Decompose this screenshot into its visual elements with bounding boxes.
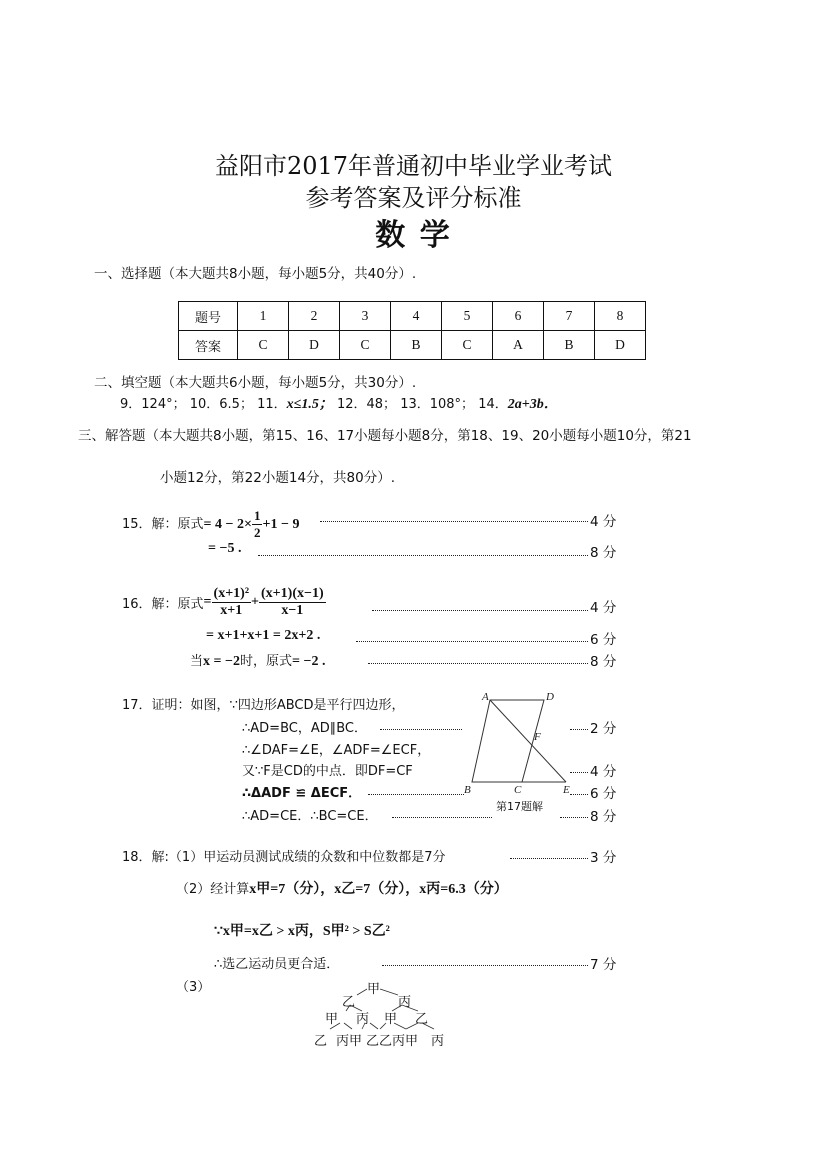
q17-score-1: 2 分 <box>590 721 617 737</box>
table-cell: B <box>544 331 595 360</box>
dot-leader <box>356 641 588 642</box>
table-cell: 4 <box>391 302 442 331</box>
tree-node-l3: 乙 <box>314 1034 328 1049</box>
q15-line1 <box>122 508 299 541</box>
section3-heading: 三、解答题（本大题共8小题，第15、16、17小题每小题8分，第18、19、20小题每小题10分，第21 <box>78 428 692 444</box>
document-subtitle: 参考答案及评分标准 <box>305 184 522 212</box>
answer-table <box>178 301 646 360</box>
section3-heading-cont: 小题12分，第22小题14分，共80分）. <box>160 470 396 486</box>
q16-score-2: 6 分 <box>590 632 617 648</box>
q16-step2: = x+1+x+1 = 2x+2 . <box>206 628 321 643</box>
tree-node-l1: 乙 <box>342 995 356 1010</box>
tree-node-l3: 乙乙丙甲 <box>366 1034 419 1049</box>
q15-fraction <box>252 508 263 541</box>
dot-leader <box>510 858 588 859</box>
q18-mean-jia: x甲=7（分）， <box>249 882 335 897</box>
q17-score-2: 4 分 <box>590 764 617 780</box>
fraction-denominator: 2 <box>253 525 261 540</box>
q15-label: 15．解：原式 <box>122 517 204 532</box>
table-cell: C <box>340 331 391 360</box>
table-row-label: 答案 <box>179 331 238 360</box>
label-f: F <box>534 731 541 743</box>
fill-answers <box>120 393 558 413</box>
label-e: E <box>563 784 570 796</box>
q18-line2-prefix: （2）经计算 <box>176 882 250 897</box>
answer-10: 10．6.5； <box>189 397 253 412</box>
table-cell: C <box>238 331 289 360</box>
q16-fraction-2 <box>259 586 326 619</box>
q16-step3-d: = −2 . <box>292 654 326 669</box>
dot-leader <box>560 817 588 818</box>
q16-plus: + <box>251 594 260 610</box>
table-cell: B <box>391 331 442 360</box>
table-row <box>179 302 646 331</box>
dot-leader <box>258 555 588 556</box>
tree-node-l2: 甲 <box>384 1012 398 1027</box>
label-b: B <box>464 784 471 796</box>
fraction-numerator: (x+1)(x−1) <box>261 586 324 601</box>
dot-leader <box>382 965 588 966</box>
answer-12: 12．48； <box>336 397 397 412</box>
fraction-denominator: x+1 <box>220 603 243 618</box>
table-row <box>179 331 646 360</box>
table-cell: 1 <box>238 302 289 331</box>
table-cell: D <box>595 331 646 360</box>
q16-fraction-1 <box>212 586 252 619</box>
q18-part3: （3） <box>176 980 211 995</box>
q18-line2 <box>176 878 508 898</box>
q16-eq: = <box>203 594 212 610</box>
q16-score-3: 8 分 <box>590 654 617 670</box>
table-cell: 8 <box>595 302 646 331</box>
q17-score-4: 8 分 <box>590 809 617 825</box>
table-cell: 2 <box>289 302 340 331</box>
tree-root: 甲 <box>367 982 381 997</box>
q15-score-2: 8 分 <box>590 545 617 561</box>
line-ae <box>490 700 566 782</box>
section1-heading: 一、选择题（本大题共8小题，每小题5分，共40分）. <box>94 266 417 282</box>
tree-node-l2: 甲 <box>325 1012 339 1027</box>
dot-leader <box>392 817 492 818</box>
tree-node-l2: 乙 <box>415 1012 429 1027</box>
q17-line6: ∴AD=CE．∴BC=CE． <box>242 809 378 824</box>
table-row-label: 题号 <box>179 302 238 331</box>
q16-step3-c: 时，原式 <box>239 654 292 669</box>
table-cell: C <box>442 331 493 360</box>
document-title: 益阳市2017年普通初中毕业学业考试 <box>214 152 613 180</box>
q16-step3-b: x = −2 <box>203 654 240 669</box>
label-c: C <box>514 784 522 796</box>
table-cell: 5 <box>442 302 493 331</box>
table-cell: A <box>493 331 544 360</box>
q17-line1: 17．证明：如图，∵四边形ABCD是平行四边形， <box>122 698 405 713</box>
q16-line1 <box>122 586 326 619</box>
answer-11-prefix: 11． <box>257 397 287 412</box>
q16-label: 16．解：原式 <box>122 597 204 612</box>
figure-caption: 第17题解 <box>496 800 543 813</box>
parallelogram-figure <box>462 688 582 800</box>
dot-leader <box>320 521 588 522</box>
q17-line5: ∴ΔADF ≌ ΔECF． <box>242 786 362 801</box>
dot-leader <box>368 794 464 795</box>
answer-9: 9．124°； <box>120 397 186 412</box>
tree-node-l3: 丙 <box>431 1034 445 1049</box>
dot-leader <box>380 729 462 730</box>
dot-leader <box>368 663 588 664</box>
q15-expr-a: = 4 − 2× <box>203 517 252 532</box>
q17-score-3: 6 分 <box>590 786 617 802</box>
q18-score-1: 3 分 <box>590 850 617 866</box>
table-cell: 6 <box>493 302 544 331</box>
q16-step3 <box>190 650 325 670</box>
answer-14: 2a+3b． <box>507 397 558 412</box>
fraction-numerator: 1 <box>253 508 261 523</box>
section2-heading: 二、填空题（本大题共6小题，每小题5分，共30分）. <box>94 375 417 391</box>
label-d: D <box>546 691 554 703</box>
answer-11: x≤1.5； <box>286 397 333 412</box>
dot-leader <box>372 610 588 611</box>
table-cell: D <box>289 331 340 360</box>
q18-mean-yi: x乙=7（分）， <box>334 882 420 897</box>
q16-score-1: 4 分 <box>590 600 617 616</box>
q17-line3: ∴∠DAF=∠E，∠ADF=∠ECF， <box>242 743 431 758</box>
fraction-denominator: x−1 <box>281 603 304 618</box>
q17-line4: 又∵F是CD的中点．即DF=CF <box>242 764 413 779</box>
q18-line4: ∴选乙运动员更合适． <box>214 957 340 972</box>
table-cell: 7 <box>544 302 595 331</box>
answer-13: 13．108°； <box>400 397 475 412</box>
subject-heading: 数 学 <box>375 218 452 253</box>
q18-line1: 18．解:（1）甲运动员测试成绩的众数和中位数都是7分 <box>122 850 446 865</box>
tree-node-l1: 丙 <box>398 995 412 1010</box>
q17-line2: ∴AD=BC，AD∥BC． <box>242 721 368 736</box>
q16-step3-a: 当 <box>190 654 204 669</box>
q15-step2: = −5 . <box>208 541 242 556</box>
q18-mean-bing: x丙=6.3（分） <box>419 882 508 897</box>
table-cell: 3 <box>340 302 391 331</box>
label-a: A <box>482 691 489 703</box>
q15-expr-b: +1 − 9 <box>262 517 300 532</box>
fraction-numerator: (x+1)² <box>213 586 250 601</box>
tree-node-l3: 丙甲 <box>336 1034 363 1049</box>
answer-14-prefix: 14． <box>478 397 508 412</box>
tree-node-l2: 丙 <box>356 1012 370 1027</box>
tree-branches <box>310 985 460 1033</box>
q18-score-2: 7 分 <box>590 957 617 973</box>
q18-line3: ∵x甲=x乙 > x丙，S甲² > S乙² <box>214 924 390 939</box>
q15-score-1: 4 分 <box>590 514 617 530</box>
